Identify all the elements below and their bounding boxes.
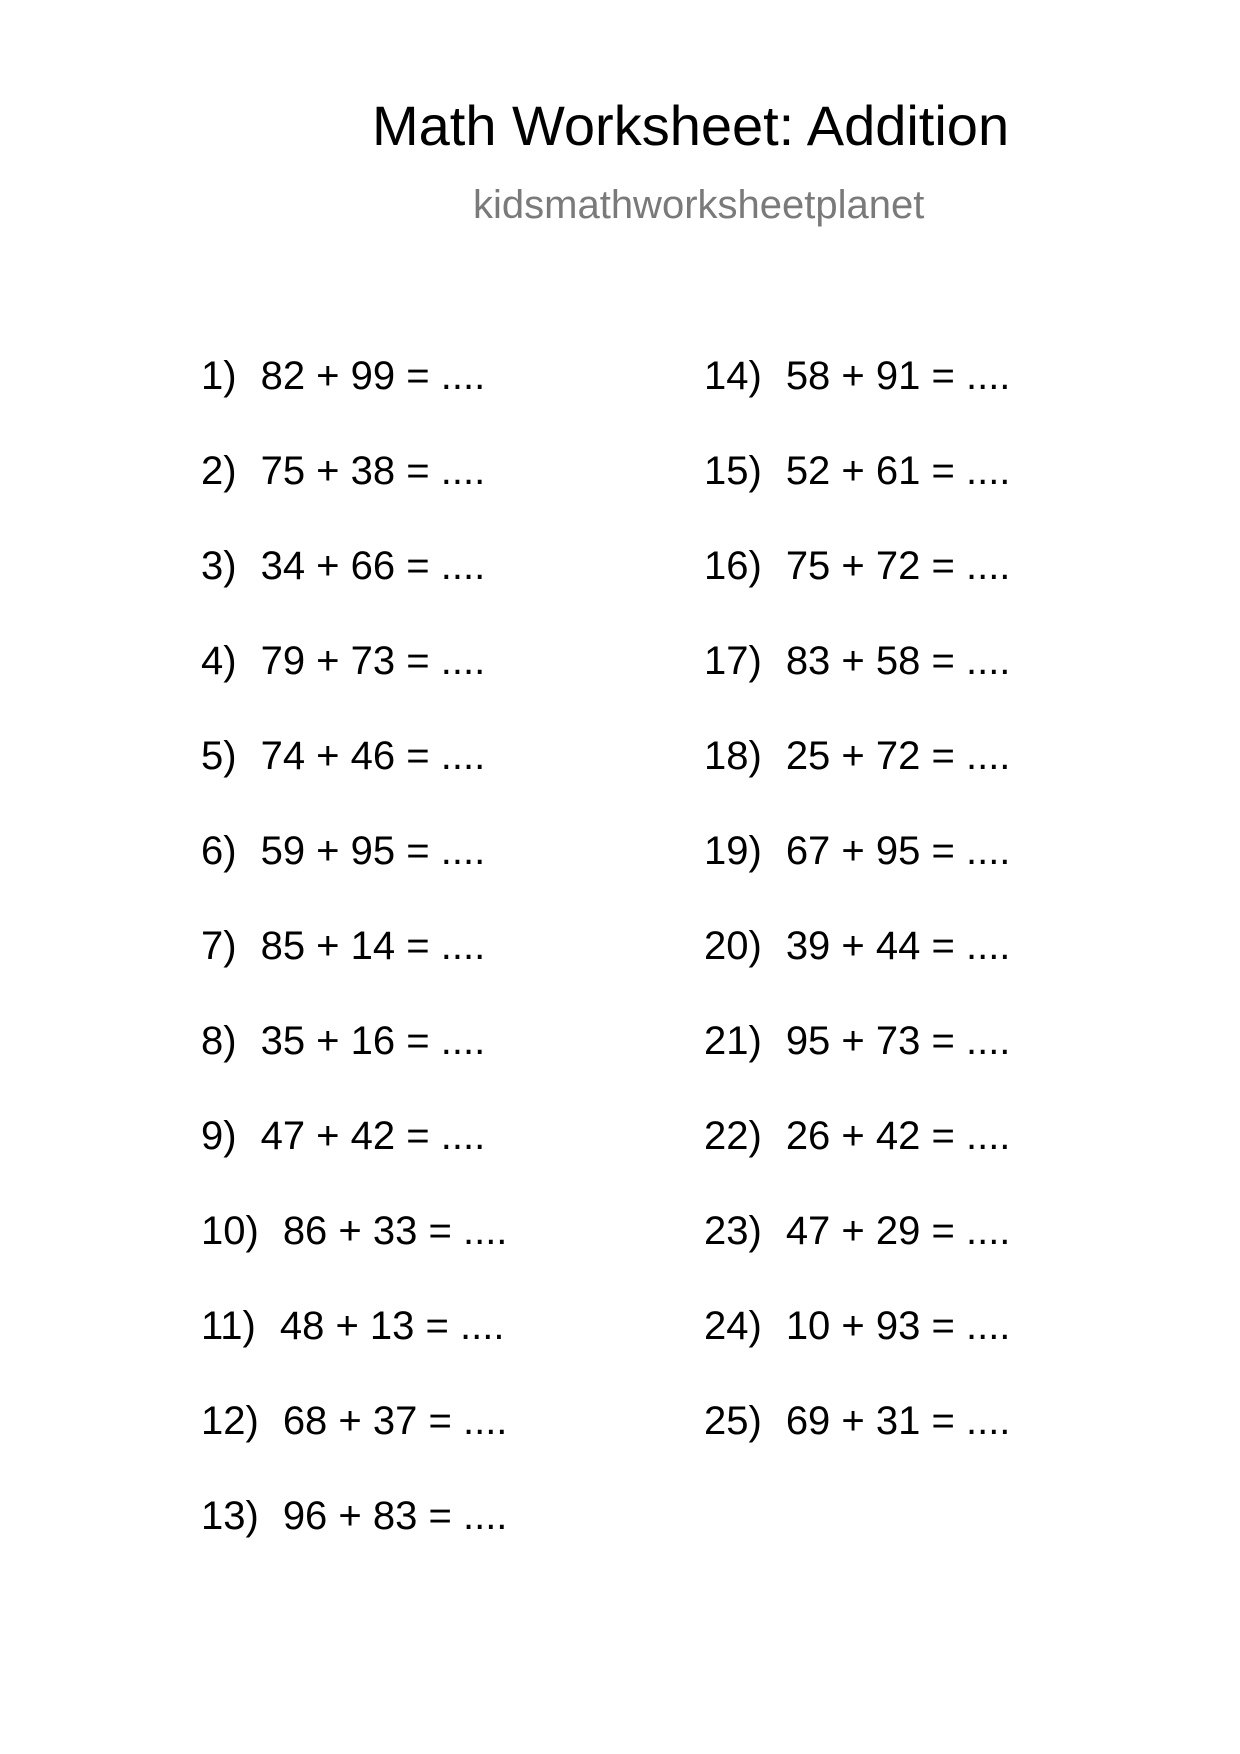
problems-column-left (201, 356, 507, 1591)
problem-item (704, 356, 1010, 451)
problem-number: 24) (704, 1304, 762, 1348)
problem-number: 3) (201, 544, 237, 588)
problem-number: 2) (201, 449, 237, 493)
problem-expression: 83 + 58 = .... (785, 639, 1011, 683)
problem-number: 16) (704, 544, 762, 588)
problem-expression: 86 + 33 = .... (282, 1209, 508, 1253)
problem-item (201, 546, 507, 641)
problem-item (704, 641, 1010, 736)
problem-expression: 26 + 42 = .... (785, 1114, 1011, 1158)
problem-expression: 82 + 99 = .... (260, 354, 486, 398)
problem-number: 6) (201, 829, 237, 873)
problem-expression: 85 + 14 = .... (260, 924, 486, 968)
problem-number: 14) (704, 354, 762, 398)
problem-item (704, 1306, 1010, 1401)
problem-number: 23) (704, 1209, 762, 1253)
page-title: Math Worksheet: Addition (372, 94, 1010, 157)
problem-expression: 69 + 31 = .... (785, 1399, 1011, 1443)
problem-expression: 79 + 73 = .... (260, 639, 486, 683)
problem-number: 25) (704, 1399, 762, 1443)
problem-number: 15) (704, 449, 762, 493)
problem-number: 21) (704, 1019, 762, 1063)
problem-expression: 59 + 95 = .... (260, 829, 486, 873)
problem-expression: 68 + 37 = .... (282, 1399, 508, 1443)
problem-expression: 39 + 44 = .... (785, 924, 1011, 968)
problem-number: 20) (704, 924, 762, 968)
problem-expression: 75 + 38 = .... (260, 449, 486, 493)
problem-expression: 34 + 66 = .... (260, 544, 486, 588)
problem-item (704, 1021, 1010, 1116)
problem-item (704, 451, 1010, 546)
problem-expression: 74 + 46 = .... (260, 734, 486, 778)
problem-item (201, 1116, 507, 1211)
problem-item (704, 1211, 1010, 1306)
problem-expression: 47 + 42 = .... (260, 1114, 486, 1158)
problem-number: 8) (201, 1019, 237, 1063)
problem-item (201, 926, 507, 1021)
problem-item (201, 356, 507, 451)
problem-item (704, 831, 1010, 926)
problem-expression: 58 + 91 = .... (785, 354, 1011, 398)
problem-item (201, 641, 507, 736)
problem-expression: 75 + 72 = .... (785, 544, 1011, 588)
problem-expression: 95 + 73 = .... (785, 1019, 1011, 1063)
problem-number: 13) (201, 1494, 259, 1538)
problem-item (704, 1116, 1010, 1211)
problem-item (201, 451, 507, 546)
problem-expression: 67 + 95 = .... (785, 829, 1011, 873)
problem-item (704, 1401, 1010, 1496)
problem-item (201, 1306, 507, 1401)
page-subtitle: kidsmathworksheetplanet (473, 183, 925, 227)
problem-number: 5) (201, 734, 237, 778)
problem-expression: 35 + 16 = .... (260, 1019, 486, 1063)
problem-number: 17) (704, 639, 762, 683)
problem-number: 12) (201, 1399, 259, 1443)
problem-number: 18) (704, 734, 762, 778)
problem-item (704, 926, 1010, 1021)
problem-number: 19) (704, 829, 762, 873)
problem-item (704, 546, 1010, 641)
problem-number: 11) (201, 1304, 256, 1348)
problem-number: 4) (201, 639, 237, 683)
problem-expression: 96 + 83 = .... (282, 1494, 508, 1538)
problem-item (201, 1211, 507, 1306)
problem-number: 7) (201, 924, 237, 968)
problem-number: 10) (201, 1209, 259, 1253)
problem-item (201, 1021, 507, 1116)
problem-number: 22) (704, 1114, 762, 1158)
problem-expression: 52 + 61 = .... (785, 449, 1011, 493)
problem-number: 1) (201, 354, 237, 398)
problem-item (201, 736, 507, 831)
problem-expression: 48 + 13 = .... (279, 1304, 505, 1348)
problem-expression: 10 + 93 = .... (785, 1304, 1011, 1348)
problem-item (201, 1496, 507, 1591)
problem-item (201, 1401, 507, 1496)
problem-item (704, 736, 1010, 831)
problem-item (201, 831, 507, 926)
problems-column-right (704, 356, 1010, 1496)
problem-expression: 25 + 72 = .... (785, 734, 1011, 778)
problem-number: 9) (201, 1114, 237, 1158)
problem-expression: 47 + 29 = .... (785, 1209, 1011, 1253)
